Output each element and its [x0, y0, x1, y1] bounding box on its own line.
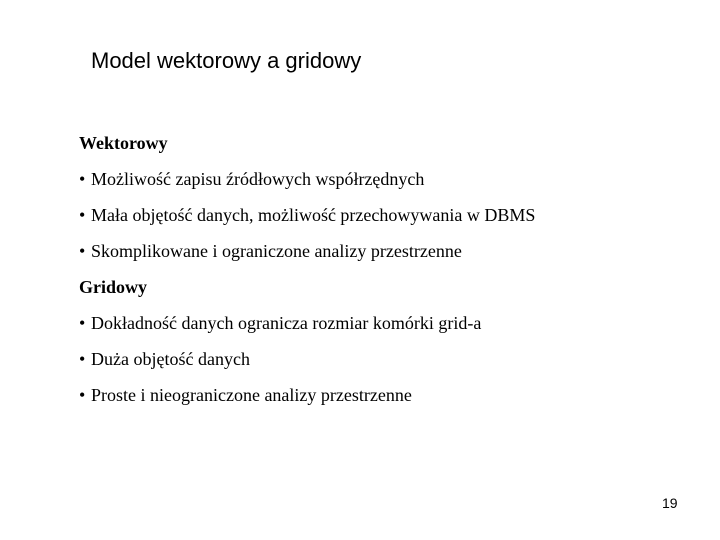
list-item-text: Duża objętość danych: [91, 349, 250, 369]
list-item: [79, 238, 535, 264]
bullet-icon: •: [79, 205, 86, 225]
bullet-icon: •: [79, 349, 86, 369]
list-item: [79, 166, 535, 192]
bullet-icon: •: [79, 169, 86, 189]
section-heading-wektorowy: Wektorowy: [79, 133, 168, 153]
bullet-icon: •: [79, 313, 86, 333]
list-item-text: Dokładność danych ogranicza rozmiar komórki grid-a: [91, 313, 482, 333]
list-item-text: Mała objętość danych, możliwość przechowywania w DBMS: [91, 205, 536, 225]
slide-content: [79, 130, 535, 408]
list-item: [79, 202, 535, 228]
list-item-text: Proste i nieograniczone analizy przestrzenne: [91, 385, 412, 405]
list-item: [79, 346, 535, 372]
list-item: [79, 382, 535, 408]
section-heading-gridowy: Gridowy: [79, 277, 148, 297]
page-number: 19: [662, 495, 678, 511]
bullet-icon: •: [79, 241, 86, 261]
list-item: [79, 310, 535, 336]
bullet-icon: •: [79, 385, 86, 405]
list-item-text: Skomplikowane i ograniczone analizy przestrzenne: [91, 241, 462, 261]
list-item-text: Możliwość zapisu źródłowych współrzędnych: [91, 169, 425, 189]
slide-title: Model wektorowy a gridowy: [91, 48, 362, 73]
